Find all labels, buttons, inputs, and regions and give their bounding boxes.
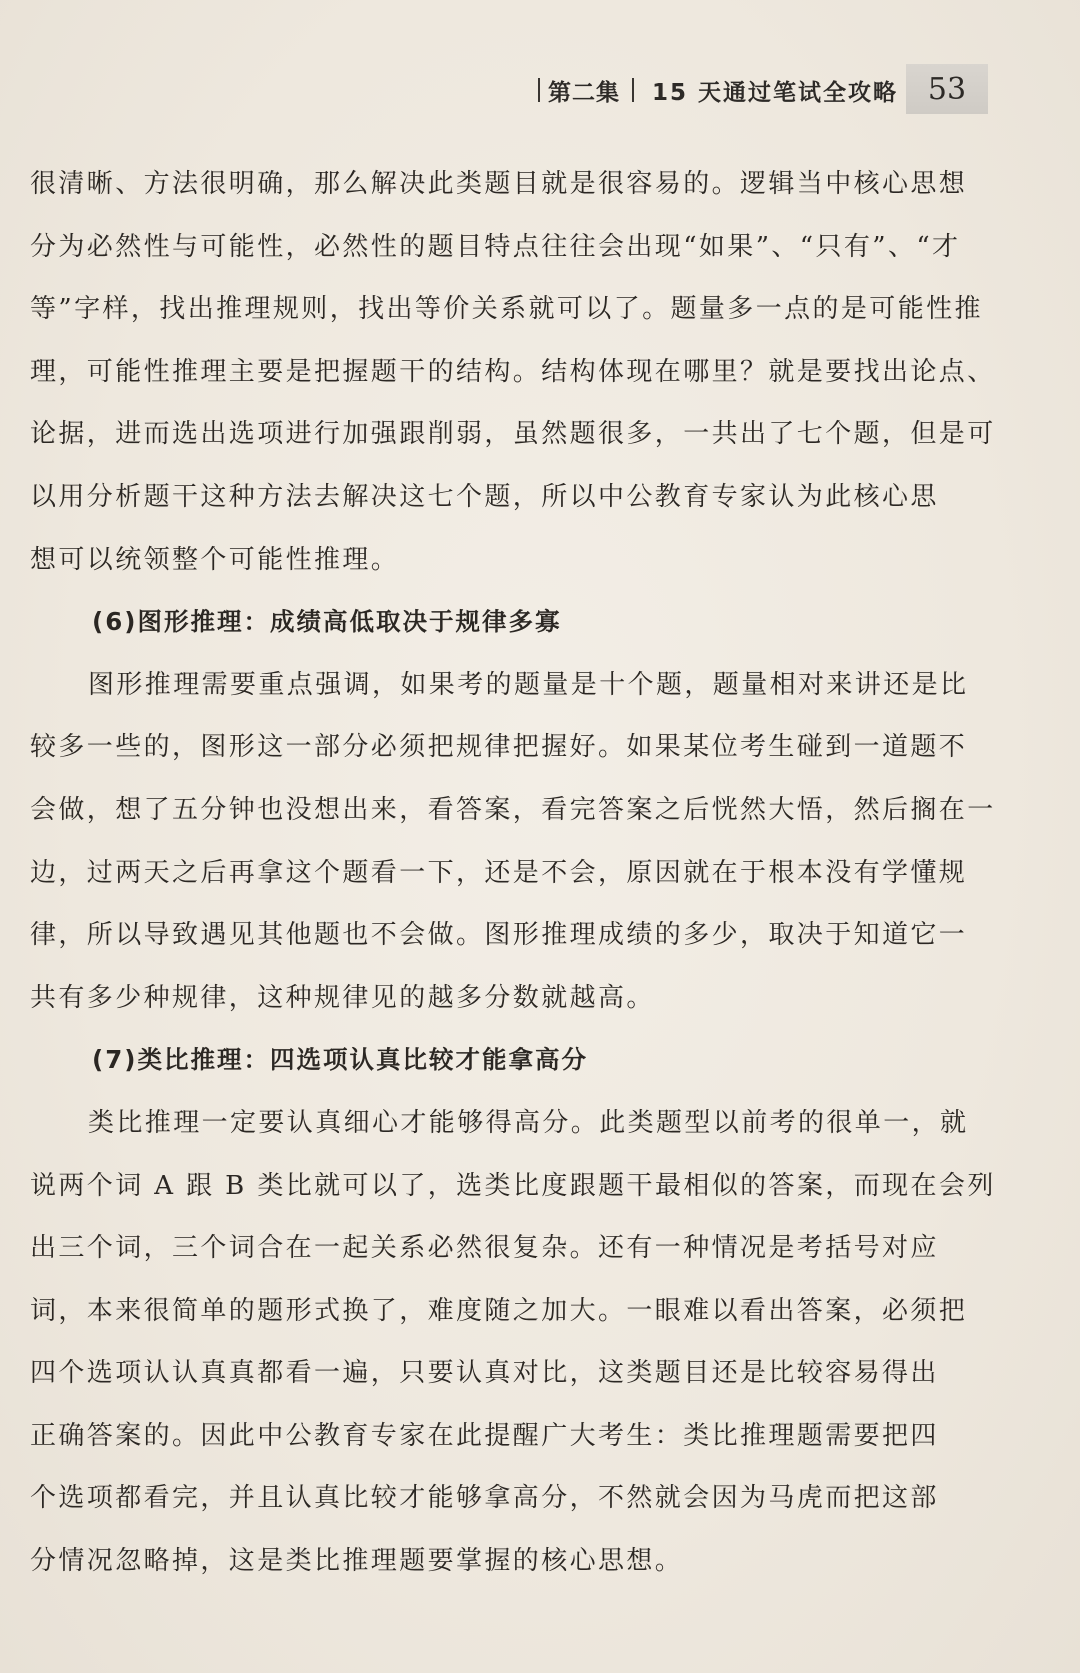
header-series-label: 第二集 <box>548 79 620 106</box>
paragraph-line: 想可以统领整个可能性推理。 <box>30 544 400 575</box>
paragraph-line: 边，过两天之后再拿这个题看一下，还是不会，原因就在于根本没有学懂规 <box>30 857 968 888</box>
running-header <box>530 64 898 116</box>
paragraph-line: 类比推理一定要认真细心才能够得高分。此类题型以前考的很单一，就 <box>88 1107 969 1138</box>
paragraph-line: 词，本来很简单的题形式换了，难度随之加大。一眼难以看出答案，必须把 <box>30 1295 968 1326</box>
page-number-box <box>906 64 988 114</box>
paragraph-line: 分为必然性与可能性，必然性的题目特点往往会出现“如果”、“只有”、“才 <box>30 231 961 262</box>
paragraph-line: 等”字样，找出推理规则，找出等价关系就可以了。题量多一点的是可能性推 <box>30 294 983 325</box>
paragraph-line: 论据，进而选出选项进行加强跟削弱，虽然题很多，一共出了七个题，但是可 <box>30 419 996 450</box>
paragraph-line: 四个选项认认真真都看一遍，只要认真对比，这类题目还是比较容易得出 <box>30 1358 939 1389</box>
header-divider <box>632 78 634 102</box>
paragraph-line: 较多一些的，图形这一部分必须把规律把握好。如果某位考生碰到一道题不 <box>30 732 968 763</box>
paragraph-line: 以用分析题干这种方法去解决这七个题，所以中公教育专家认为此核心思 <box>30 481 939 512</box>
paragraph-line: 正确答案的。因此中公教育专家在此提醒广大考生：类比推理题需要把四 <box>30 1420 939 1451</box>
section-heading: (6)图形推理：成绩高低取决于规律多寡 <box>92 607 562 637</box>
paragraph-line: 律，所以导致遇见其他题也不会做。图形推理成绩的多少，取决于知道它一 <box>30 920 968 951</box>
paragraph-line: 出三个词，三个词合在一起关系必然很复杂。还有一种情况是考括号对应 <box>30 1233 939 1264</box>
paragraph-line: 共有多少种规律，这种规律见的越多分数就越高。 <box>30 982 655 1013</box>
body-text <box>30 153 1048 1593</box>
header-book-title: 15 天通过笔试全攻略 <box>652 79 899 106</box>
section-heading: (7)类比推理：四选项认真比较才能拿高分 <box>92 1045 588 1075</box>
paragraph-line: 图形推理需要重点强调，如果考的题量是十个题，题量相对来讲还是比 <box>88 669 969 700</box>
page-number: 53 <box>927 71 967 107</box>
paragraph-line: 理，可能性推理主要是把握题干的结构。结构体现在哪里？就是要找出论点、 <box>30 356 996 387</box>
paragraph-line: 很清晰、方法很明确，那么解决此类题目就是很容易的。逻辑当中核心思想 <box>30 169 968 199</box>
paragraph-line: 会做，想了五分钟也没想出来，看答案，看完答案之后恍然大悟，然后搁在一 <box>30 794 996 825</box>
paragraph-line: 个选项都看完，并且认真比较才能够拿高分，不然就会因为马虎而把这部 <box>30 1483 939 1514</box>
paragraph-line: 分情况忽略掉，这是类比推理题要掌握的核心思想。 <box>30 1546 684 1577</box>
paragraph-line: 说两个词 A 跟 B 类比就可以了，选类比度跟题干最相似的答案，而现在会列 <box>30 1170 996 1201</box>
header-divider <box>538 78 540 102</box>
